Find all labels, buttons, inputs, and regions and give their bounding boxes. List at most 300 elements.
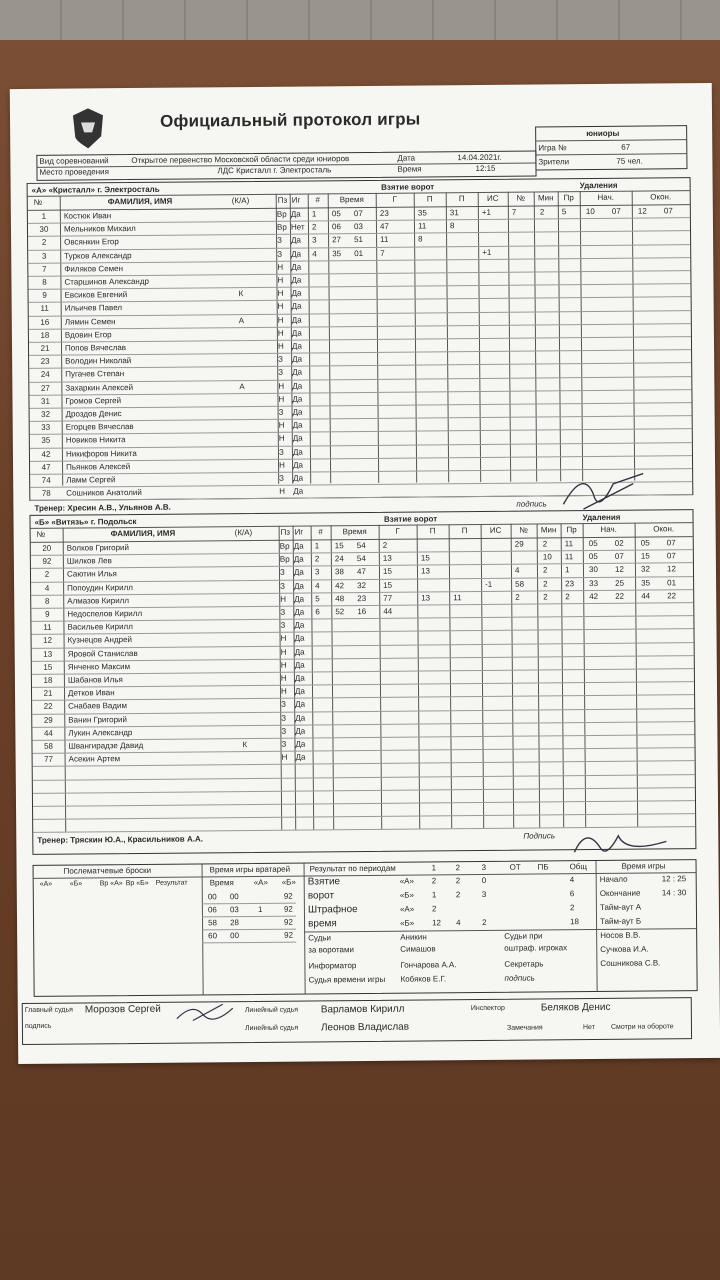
informer: Гончарова А.А. [400,960,457,970]
period-value: 2 [482,917,487,927]
goal-cell: 52 [335,607,345,617]
player-position: З [281,739,287,749]
start-label: Начало [599,874,628,884]
player-number: 9 [45,609,50,619]
player-position: Вр [276,209,287,219]
player-position: Н [279,460,285,470]
player-name: Шилков Лев [66,556,112,566]
age-category: юниоры [586,128,620,139]
period-col: Общ [569,862,587,872]
player-position: Н [280,594,287,604]
player-played: Да [292,433,303,444]
gk-time-sec: 00 [229,892,239,902]
player-position: З [281,713,287,723]
player-played: Да [294,581,305,591]
player-name: Волков Григорий [66,543,129,553]
team-a-title: «А» «Кристалл» г. Электросталь [31,184,160,195]
player-name: Мельников Михаил [63,224,136,234]
player-number: 22 [43,702,53,712]
goal-cell: 38 [334,567,344,577]
penalty-cell: 12 [614,565,624,575]
penalty-cell: 11 [564,539,574,549]
game-protocol-sheet [10,83,720,1064]
goal-cell: 2 [382,540,388,550]
player-position: Н [280,660,287,670]
linesman1-name: Варламов Кирилл [320,1003,405,1016]
goal-cell: 2 [311,222,317,232]
penalty-cell: 07 [614,551,624,562]
player-name: Пугачев Степан [65,369,125,379]
player-number: 35 [41,436,51,446]
penalty-cell: 35 [641,578,651,588]
player-number: 30 [39,224,49,235]
player-number: 58 [44,741,53,751]
timekeeper-label: Судья времени игры [308,974,386,985]
sign-label: подпись [504,973,535,983]
penalties-header: Удаления [579,180,618,191]
penalty-cell: 10 [585,206,595,217]
time-label: Время [397,164,422,174]
col-goal-5: ИС [489,525,502,535]
player-position: З [281,726,287,736]
penalty-cell: 07 [666,538,676,548]
goal-cell: 2 [314,554,320,564]
goal-cell: +1 [482,247,492,257]
player-played: Да [291,328,302,338]
player-played: Да [291,249,302,259]
gk-b: 92 [284,930,294,940]
goal-cell: 7 [380,248,385,258]
player-position: Н [277,262,284,272]
gk-title: Время игры вратарей [209,864,291,875]
pim-label: Штрафное [307,904,358,916]
player-position: Н [280,647,287,657]
col-name: ФАМИЛИЯ, ИМЯ [107,196,173,207]
player-played: Да [291,288,302,298]
shootout-col: Результат [155,879,188,887]
grid-line [583,523,587,827]
goal-cell: -1 [485,579,493,589]
player-played: Да [294,647,305,657]
gk-time-min: 06 [207,905,217,915]
goals-label: ворот [307,890,335,902]
col-pen-0: № [519,525,528,535]
competition-label: Вид соревнований [39,156,109,166]
period-col: 3 [481,862,487,872]
player-name: Шабанов Илья [67,675,123,685]
period-col: ПБ [537,862,549,872]
gk-time-min: 58 [208,918,217,928]
period-value: 2 [431,876,437,886]
player-played: Да [293,473,304,483]
player-position: З [278,354,284,364]
player-played: Да [295,752,306,762]
player-name: Овсянкин Егор [64,237,119,248]
gk-col: «Б» [281,877,296,887]
grid-line [417,525,421,829]
player-role: А [239,381,245,391]
player-played: Да [294,594,305,604]
period-value: 2 [455,876,461,886]
penalty-cell: 11 [564,552,574,562]
penalty-cell: 42 [589,591,599,601]
penalty-cell: 25 [615,578,625,588]
player-played: Да [295,726,306,736]
goals-header: Взятие ворот [381,182,435,192]
period-value: 4 [456,918,461,928]
goal-cell: 51 [354,235,364,245]
shootout-col: Вр «Б» [125,879,149,888]
penalty-cell: 2 [543,592,548,602]
penalty-cell: 10 [542,552,552,562]
player-played: Да [293,486,304,496]
player-position: Н [277,341,284,351]
goal-cell: 77 [383,593,393,603]
penalty-cell: 7 [511,207,517,217]
venue-value: ЛДС Кристалл г. Электросталь [217,165,332,176]
player-played: Да [292,420,303,430]
date-value: 14.04.2021г. [457,152,502,163]
player-number: 32 [41,409,51,419]
gk-b: 92 [283,904,293,914]
col-pz: Пз [277,195,288,205]
penalty-cell: 44 [641,591,651,601]
grid-line [481,524,485,828]
player-number: 21 [43,688,53,698]
background-floor-tiles [0,0,720,40]
penalty-cell: 2 [515,592,520,602]
penalty-box-label: оштраф. игроках [504,943,568,953]
gk-time-sec: 03 [229,905,239,915]
inspector-name: Беляков Денис [540,1001,611,1014]
goal-cell: 47 [379,221,389,232]
player-played: Да [292,447,303,457]
player-number: 42 [41,449,51,459]
period-value: 2 [455,890,461,900]
pim-label: время [308,918,337,930]
player-position: Вр [276,222,287,232]
team-b-title: «Б» «Витязь» г. Подольск [34,516,137,527]
goal-cell: 8 [449,221,455,231]
player-name: Лукин Александр [68,727,133,738]
player-number: 20 [42,543,52,553]
penalty-box-label: Судьи при [504,931,543,941]
penalty-cell: 33 [589,578,599,588]
player-name: Швангирадзе Давид [68,740,144,751]
row-rule [30,402,692,409]
penalty-cell: 23 [565,578,575,588]
game-number: 67 [621,142,631,152]
goal-cell: 3 [312,235,317,245]
penalty-cell: 05 [588,538,598,549]
referee-signature-icon [173,998,243,1029]
shootout-col: «А» [39,880,53,888]
period-col: 1 [431,863,437,873]
team-tag: «А» [399,904,415,914]
player-position: Н [279,486,286,496]
gk-b: 92 [284,917,293,927]
player-number: 18 [43,675,53,685]
player-name: Асекин Артем [68,754,121,764]
col-goal-2: Г [395,526,400,536]
team-a-coach: Тренер: Хресин А.В., Ульянов А.В. [34,503,171,514]
col-ig: Иг [291,195,301,205]
penalty-cell: 12 [666,564,676,574]
grid-line [311,525,315,829]
player-number: 7 [42,264,47,274]
grid-line [596,861,598,991]
player-position: Вр [279,541,290,551]
goal-cell: 11 [380,235,389,245]
player-played: Да [293,554,304,564]
player-name: Попов Вячеслав [64,343,127,353]
goal-cell: 24 [334,554,344,564]
goal-cell: 07 [353,209,363,219]
linesman2-label: Линейный судья [244,1024,299,1033]
player-position: З [280,581,285,591]
date-label: Дата [397,153,416,163]
player-name: Дроздов Денис [65,409,122,419]
penalty-cell: 2 [539,207,545,217]
player-played: Да [291,301,302,312]
team-b-coach-signature-icon [566,823,676,864]
goal-cell: 8 [418,234,423,244]
player-name: Попоудин Кирилл [67,582,133,593]
col-pen-2: Пр [566,525,577,535]
summary-section [33,859,698,997]
penalty-cell: 58 [515,579,525,589]
player-played: Да [295,713,306,723]
player-name: Ильичев Павел [64,303,123,314]
col-pen-0: № [516,193,526,203]
penalty-cell: 12 [637,206,647,216]
team-a-section [27,177,694,514]
team-b-section [29,509,696,855]
gk-col: Время [209,878,234,888]
goal-cell: 6 [315,607,320,617]
col-pen-1: Мин [540,525,557,535]
player-number: 11 [40,304,49,314]
game-info-box [535,125,687,170]
team-a-coach-signature-icon [553,463,654,524]
player-name: Яровой Станислав [67,648,138,659]
goal-cell: 03 [353,222,363,232]
shootout-col: Вр «А» [99,880,123,888]
grid-line [304,864,306,994]
goal-cell: 4 [312,249,317,259]
penalty-cell: 2 [542,539,548,549]
col-ka: (К/А) [231,195,250,206]
grid-line [511,524,515,828]
player-number: 2 [41,238,47,248]
player-played: Да [294,607,305,617]
goal-cell: 15 [334,541,344,551]
periods-title: Результат по периодам [309,863,396,874]
player-played: Да [293,541,304,551]
goal-cell: 13 [382,553,392,564]
see-back-label: Смотри на обороте [610,1023,674,1031]
player-number: 23 [40,356,50,367]
player-played: Да [294,686,305,696]
player-position: Н [277,315,284,325]
player-number: 2 [44,570,50,580]
player-position: Н [277,302,284,312]
penalty-cell: 2 [542,565,548,575]
player-played: Да [293,460,303,470]
period-value: 3 [481,889,487,899]
grid-line [635,523,639,827]
player-position: Н [280,634,287,644]
player-played: Да [294,620,305,630]
player-position: З [279,473,285,483]
period-value: 2 [431,904,437,914]
player-position: Вр [279,554,290,564]
player-name: Детков Иван [67,688,115,698]
penalty-cell: 07 [663,206,673,216]
col-name: ФАМИЛИЯ, ИМЯ [110,528,176,539]
penalty-judge: Носов В.В. [600,930,641,940]
gk-time-sec: 28 [230,918,239,928]
player-position: Н [281,752,288,762]
col-ig: Иг [294,527,304,537]
penalty-cell: 22 [615,591,625,601]
player-number: 1 [41,211,47,221]
player-position: З [280,607,286,617]
goal-cell: 23 [379,208,389,218]
player-played: Да [292,381,303,391]
player-played: Да [291,275,302,285]
player-played: Да [294,633,305,644]
col-no: № [36,529,46,539]
grid-line [537,523,541,827]
goal-cell: 06 [331,222,341,232]
player-name: Янченко Максим [67,661,131,672]
player-name: Ванин Григорий [68,714,128,725]
col-pen-3: Нач. [600,524,617,534]
player-position: З [278,368,284,378]
goal-cell: 13 [420,566,430,576]
player-position: З [279,568,285,578]
grid-line [561,523,565,827]
penalty-cell: 2 [543,579,548,589]
penalties-header: Удаления [582,512,621,523]
goal-cell: 15 [420,553,430,563]
player-name: Васильев Кирилл [67,622,133,632]
player-role: К [242,740,248,750]
goal-cell: 15 [382,567,392,577]
period-value: 18 [570,917,579,927]
goal-cell: 3 [314,567,320,577]
row-rule [29,323,691,330]
player-number: 12 [43,636,53,646]
referee-sign-label: подпись [24,1022,52,1030]
player-name: Захаркин Алексей [65,382,134,393]
player-number: 15 [43,662,53,672]
goal-cell: 13 [421,593,431,603]
inspector-label: Инспектор [470,1004,505,1013]
player-name: Егорцев Вячеслав [65,422,134,432]
player-position: Н [278,420,285,430]
penalty-cell: 15 [640,551,650,561]
goal-cell: 44 [383,606,393,616]
period-value: 1 [431,890,437,900]
grid-line [379,525,383,829]
player-played: Да [292,407,303,417]
row-rule [29,336,691,343]
grid-line [449,524,453,828]
goal-cell: 5 [315,594,320,604]
penalty-cell: 29 [514,539,524,549]
row-rule [33,787,695,794]
shootout-title: Послематчевые броски [63,865,152,876]
player-name: Недоспелов Кирилл [67,608,143,619]
penalty-cell: 01 [667,577,677,587]
player-number: 18 [40,330,50,340]
player-name: Кузнецов Андрей [67,635,133,645]
goal-cell: 23 [357,593,367,603]
row-rule [32,668,694,675]
player-position: Н [277,328,284,338]
player-name: Костюк Иван [63,211,112,221]
player-name: Филяков Семен [64,263,124,274]
team-tag: «Б» [400,918,415,928]
player-number: 78 [41,488,51,499]
player-number: 11 [43,622,52,632]
player-played: Да [292,367,303,378]
player-name: Саютин Илья [66,569,117,579]
penalty-cell: 07 [611,206,621,216]
col-goal-3: П [426,194,433,204]
gk-col: «А» [253,877,268,887]
goal-cell: 4 [315,580,320,591]
penalty-cell: 07 [666,551,676,561]
goal-judges-label: Судьи [308,933,332,943]
remarks-no-label: Нет [582,1024,595,1032]
period-col: 2 [455,863,461,873]
row-rule [32,681,694,688]
linesman1-label: Линейный судья [244,1006,299,1015]
player-position: З [277,236,282,246]
player-position: Н [280,673,287,683]
row-rule [33,761,695,768]
timeout-b-label: Тайм-аут Б [600,916,642,926]
row-rule [33,774,695,781]
player-played: Да [291,235,302,246]
player-position: З [278,447,284,457]
player-name: Лямин Семен [64,316,116,327]
col-goal-1: Время [342,526,367,537]
team-b-coach: Тренер: Тряскин Ю.А., Красильников А.А. [37,834,203,846]
col-goal-0: # [318,527,323,537]
player-played: Да [292,354,303,364]
row-rule [32,695,694,702]
period-value: 4 [569,875,575,885]
player-played: Да [291,315,302,325]
col-goal-3: П [429,526,436,536]
player-played: Да [290,209,301,219]
goals-header: Взятие ворот [383,514,438,524]
player-number: 47 [41,462,51,472]
player-name: Володин Николай [65,356,132,366]
player-played: Да [294,660,305,670]
player-position: Н [277,288,284,298]
penalty-cell: 05 [588,552,598,562]
player-number: 13 [43,649,53,659]
goals-label: Взятие [307,876,341,888]
player-played: Да [295,699,306,710]
goal-cell: 31 [449,208,459,218]
player-played: Да [295,739,306,749]
